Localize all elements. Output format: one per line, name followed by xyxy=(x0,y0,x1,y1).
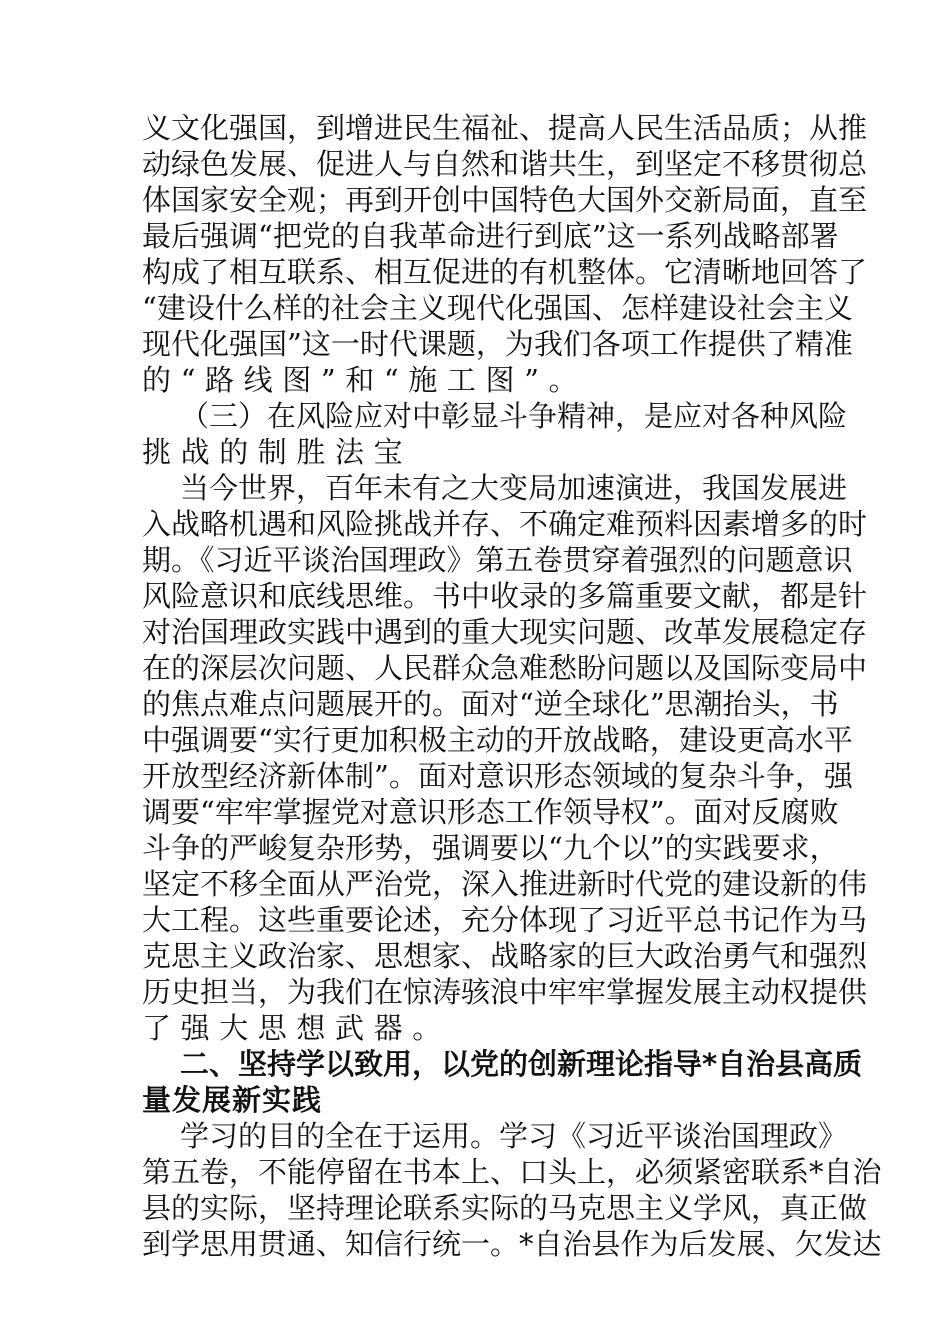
text-line: 斗争的严峻复杂形势，强调要以“九个以”的实践要求， xyxy=(142,831,839,865)
text-line: 坚定不移全面从严治党，深入推进新时代党的建设新的伟 xyxy=(142,867,868,901)
body-paragraph xyxy=(142,470,868,1046)
text-line: （三）在风险应对中彰显斗争精神，是应对各种风险 xyxy=(180,399,848,433)
text-line: 第五卷，不能停留在书本上、口头上，必须紧密联系*自治 xyxy=(142,1155,882,1189)
text-line: 风险意识和底线思维。书中收录的多篇重要文献，都是针 xyxy=(142,579,868,613)
text-line: 动绿色发展、促进人与自然和谐共生，到坚定不移贯彻总 xyxy=(142,147,868,181)
text-line: 了强大思想武器。 xyxy=(142,1011,451,1045)
text-line: 开放型经济新体制”。面对意识形态领域的复杂斗争，强 xyxy=(142,759,853,793)
text-line: 入战略机遇和风险挑战并存、不确定难预料因素增多的时 xyxy=(142,507,868,541)
text-line: 大工程。这些重要论述，充分体现了习近平总书记作为马 xyxy=(142,903,868,937)
text-line: 县的实际，坚持理论联系实际的马克思主义学风，真正做 xyxy=(142,1191,868,1225)
text-line: 体国家安全观；再到开创中国特色大国外交新局面，直至 xyxy=(142,183,868,217)
text-line: 现代化强国”这一时代课题，为我们各项工作提供了精准 xyxy=(142,327,853,361)
text-line: 在的深层次问题、人民群众急难愁盼问题以及国际变局中 xyxy=(142,651,868,685)
text-line: “建设什么样的社会主义现代化强国、怎样建设社会主义 xyxy=(142,291,853,325)
text-line: 当今世界，百年未有之大变局加速演进，我国发展进 xyxy=(180,471,848,505)
document-page xyxy=(142,110,882,1262)
text-line: 二、坚持学以致用，以党的创新理论指导*自治县高质 xyxy=(180,1047,863,1081)
text-line: 对治国理政实践中遇到的重大现实问题、改革发展稳定存 xyxy=(142,615,868,649)
text-line: 的焦点难点问题展开的。面对“逆全球化”思潮抬头，书 xyxy=(142,687,839,721)
text-line: 中强调要“实行更加积极主动的开放战略，建设更高水平 xyxy=(142,723,853,757)
text-line: 构成了相互联系、相互促进的有机整体。它清晰地回答了 xyxy=(142,255,868,289)
text-line: 历史担当，为我们在惊涛骇浪中牢牢掌握发展主动权提供 xyxy=(142,975,868,1009)
body-paragraph xyxy=(142,1118,882,1262)
text-line: 期。《习近平谈治国理政》第五卷贯穿着强烈的问题意识 xyxy=(142,543,853,577)
text-line: 克思主义政治家、思想家、战略家的巨大政治勇气和强烈 xyxy=(142,939,868,973)
section-heading xyxy=(142,1046,863,1118)
text-line: 挑战的制胜法宝 xyxy=(142,435,413,469)
text-line: 最后强调“把党的自我革命进行到底”这一系列战略部署 xyxy=(142,219,839,253)
text-line: 调要“牢牢掌握党对意识形态工作领导权”。面对反腐败 xyxy=(142,795,839,829)
text-line: 量发展新实践 xyxy=(142,1083,323,1117)
subsection-heading xyxy=(142,398,848,470)
text-line: 学习的目的全在于运用。学习《习近平谈治国理政》 xyxy=(180,1119,848,1153)
text-line: 到学思用贯通、知信行统一。*自治县作为后发展、欠发达 xyxy=(142,1227,882,1261)
body-paragraph xyxy=(142,110,868,398)
text-line: 义文化强国，到增进民生福祉、提高人民生活品质；从推 xyxy=(142,111,868,145)
text-line: 的“路线图”和“施工图”。 xyxy=(142,363,588,397)
